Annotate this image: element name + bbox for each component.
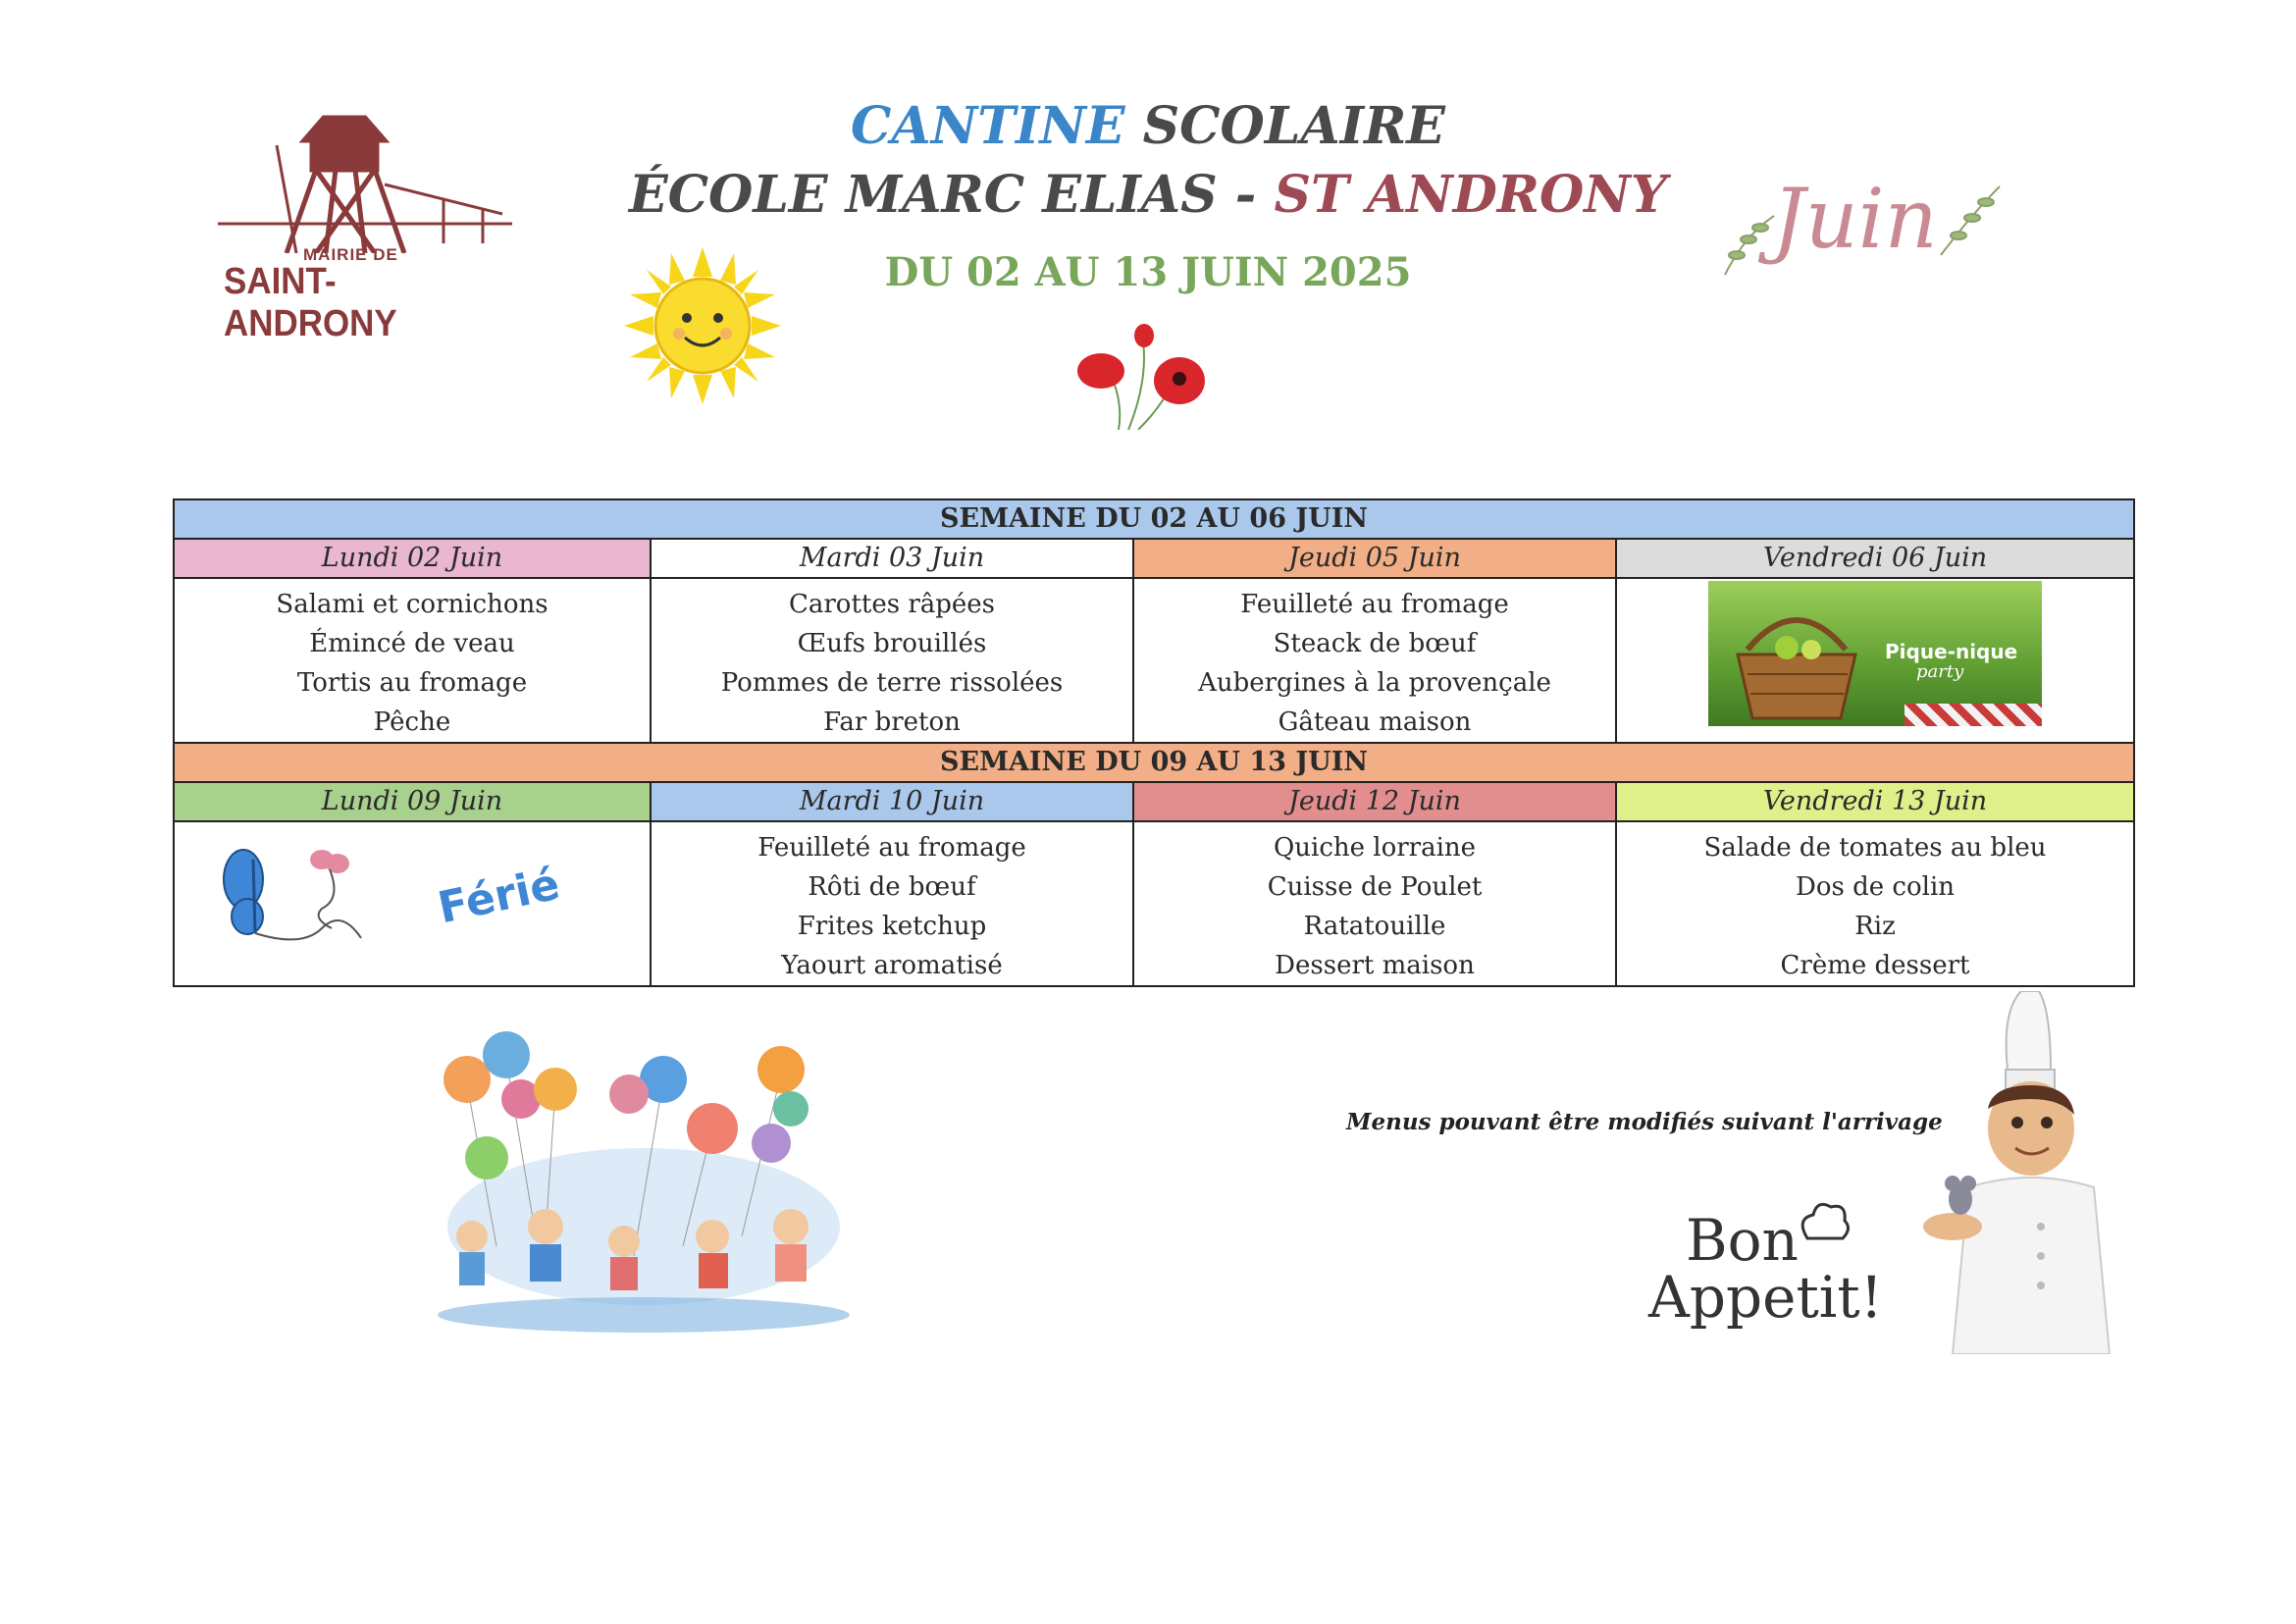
dish: Pêche (373, 707, 451, 737)
sun-icon (624, 247, 781, 404)
month-decoration (1715, 157, 2009, 294)
school-part-2: ST ANDRONY (1274, 165, 1667, 225)
day-header: Lundi 09 Juin (174, 782, 651, 821)
appetit-text: Appetit! (1648, 1264, 1883, 1331)
poppies-icon (1070, 322, 1217, 430)
days-header-row (174, 782, 2134, 821)
dish: Œufs brouillés (797, 629, 987, 658)
dishes-row (174, 578, 2134, 743)
title-part-2: SCOLAIRE (1142, 96, 1445, 156)
logo-small-text: MAIRIE DE (303, 245, 398, 264)
dish: Salade de tomates au bleu (1703, 833, 2047, 863)
dish: Feuilleté au fromage (1240, 590, 1509, 619)
week-title: SEMAINE DU 02 AU 06 JUIN (174, 499, 2134, 539)
day-menu-holiday (174, 821, 651, 986)
chef-illustration (1913, 991, 2129, 1354)
picnic-text: Pique-nique (1885, 640, 2018, 663)
day-menu (174, 578, 651, 743)
dish: Tortis au fromage (296, 668, 528, 698)
dish: Quiche lorraine (1273, 833, 1477, 863)
day-header: Mardi 10 Juin (651, 782, 1133, 821)
tablecloth (1905, 704, 2042, 726)
day-menu (1616, 821, 2134, 986)
picnic-basket-icon (1718, 601, 1875, 726)
day-header: Vendredi 13 Juin (1616, 782, 2134, 821)
juin-text: Juin (1772, 171, 1938, 267)
picnic-image (1708, 581, 2042, 726)
butterflies-icon (204, 840, 400, 958)
dish: Feuilleté au fromage (757, 833, 1026, 863)
dish: Salami et cornichons (276, 590, 548, 619)
dishes-row (174, 821, 2134, 986)
dish: Crème dessert (1780, 951, 1970, 980)
period-title: DU 02 AU 13 JUIN 2025 (884, 249, 1412, 295)
day-header: Jeudi 05 Juin (1133, 539, 1616, 578)
day-menu (651, 821, 1133, 986)
dish: Riz (1854, 912, 1896, 941)
dish: Frites ketchup (797, 912, 987, 941)
dish: Steack de bœuf (1273, 629, 1477, 658)
dish: Dessert maison (1275, 951, 1475, 980)
dish: Far breton (823, 707, 961, 737)
dish: Cuisse de Poulet (1267, 872, 1483, 902)
page-title (0, 96, 2296, 156)
day-header: Lundi 02 Juin (174, 539, 651, 578)
week-title: SEMAINE DU 09 AU 13 JUIN (174, 743, 2134, 782)
bon-appetit (1648, 1207, 1884, 1344)
day-header: Vendredi 06 Juin (1616, 539, 2134, 578)
school-part-1: ÉCOLE MARC ELIAS - (629, 165, 1257, 225)
dish: Carottes râpées (788, 590, 996, 619)
dish: Gâteau maison (1278, 707, 1472, 737)
dish: Dos de colin (1796, 872, 1956, 902)
title-part-1: CANTINE (851, 96, 1125, 156)
kids-balloons-illustration (428, 1030, 860, 1335)
day-menu (1133, 578, 1616, 743)
days-header-row (174, 539, 2134, 578)
day-menu (1133, 821, 1616, 986)
dish: Yaourt aromatisé (781, 951, 1003, 980)
day-menu (651, 578, 1133, 743)
chef-hat-icon (1796, 1199, 1854, 1248)
day-header: Jeudi 12 Juin (1133, 782, 1616, 821)
day-header: Mardi 03 Juin (651, 539, 1133, 578)
week-row (174, 499, 2134, 539)
dish: Émincé de veau (309, 629, 515, 658)
day-menu-picnic (1616, 578, 2134, 743)
dish: Pommes de terre rissolées (720, 668, 1064, 698)
bon-text: Bon (1686, 1207, 1799, 1274)
dish: Aubergines à la provençale (1198, 668, 1551, 698)
menu-notice: Menus pouvant être modifiés suivant l'arrivage (1346, 1109, 1943, 1135)
picnic-subtext: party (1916, 661, 1964, 682)
logo-big-text: SAINT-ANDRONY (224, 261, 397, 344)
menu-table (173, 498, 2135, 987)
holiday-label: Férié (434, 859, 564, 934)
dish: Rôti de bœuf (808, 872, 976, 902)
week-row (174, 743, 2134, 782)
dish: Ratatouille (1303, 912, 1446, 941)
